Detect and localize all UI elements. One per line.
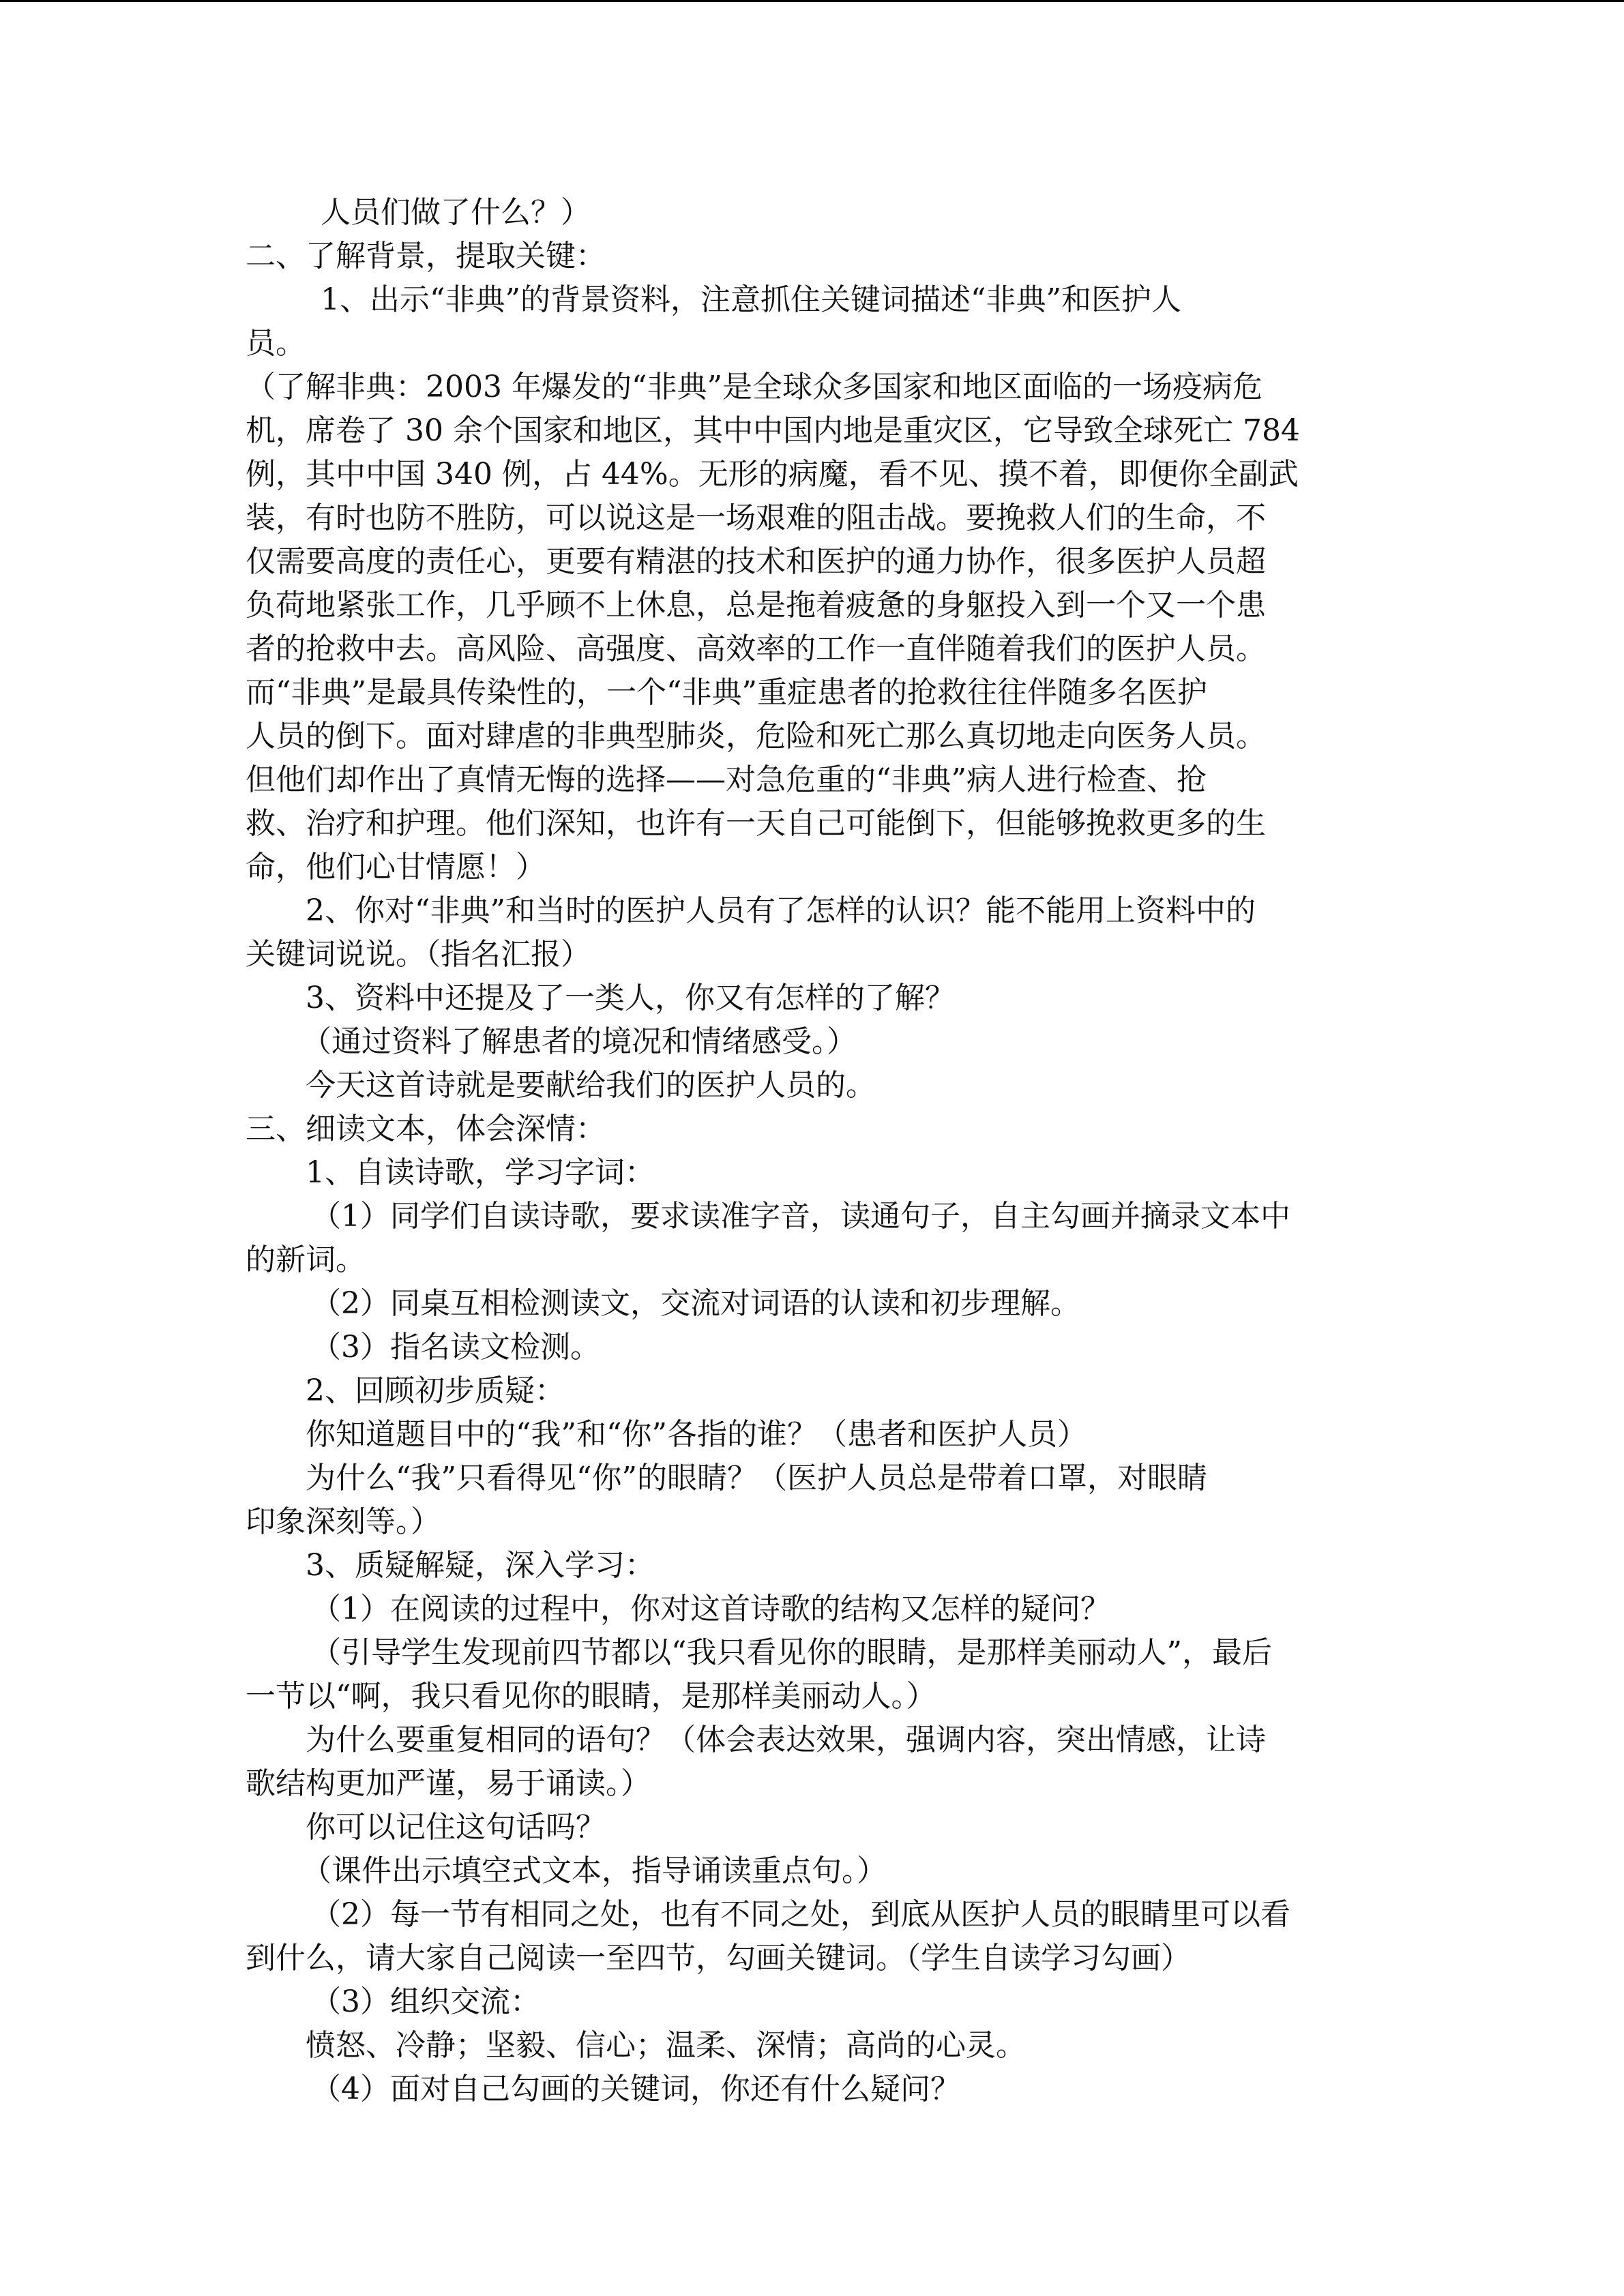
- text-line: （2）每一节有相同之处，也有不同之处，到底从医护人员的眼睛里可以看: [311, 1897, 1290, 1932]
- text-line: （2）同桌互相检测读文，交流对词语的认读和初步理解。: [311, 1286, 1080, 1321]
- text-line: 1、自读诗歌，学习字词：: [306, 1155, 655, 1190]
- text-line: （3）组织交流：: [311, 1984, 540, 2019]
- background-paragraph-line: 负荷地紧张工作，几乎顾不上休息，总是拖着疲惫的身躯投入到一个又一个患: [246, 588, 1266, 623]
- text-line: （3）指名读文检测。: [311, 1330, 600, 1365]
- background-paragraph-line: 例，其中中国 340 例，占 44%。无形的病魔，看不见、摸不着，即便你全副武: [246, 457, 1299, 492]
- background-paragraph-line: 者的抢救中去。高风险、高强度、高效率的工作一直伴随着我们的医护人员。: [246, 631, 1266, 666]
- section-heading: 三、细读文本，体会深情：: [246, 1112, 606, 1146]
- text-line: 歌结构更加严谨，易于诵读。）: [246, 1766, 651, 1801]
- text-line: （课件出示填空式文本，指导诵读重点句。）: [301, 1853, 887, 1888]
- text-line: 你可以记住这句话吗？: [306, 1810, 606, 1845]
- text-line: 你知道题目中的“我”和“你”各指的谁？（患者和医护人员）: [306, 1417, 1087, 1452]
- text-line: （引导学生发现前四节都以“我只看见你的眼睛，是那样美丽动人”，最后: [311, 1635, 1272, 1670]
- background-paragraph-line: 救、治疗和护理。他们深知，也许有一天自己可能倒下，但能够挽救更多的生: [246, 806, 1266, 841]
- text-line: 到什么，请大家自己阅读一至四节，勾画关键词。（学生自读学习勾画）: [246, 1941, 1191, 1976]
- text-line: 3、质疑解疑，深入学习：: [306, 1548, 655, 1583]
- background-paragraph-line: 装，有时也防不胜防，可以说这是一场艰难的阻击战。要挽救人们的生命，不: [246, 501, 1266, 535]
- text-line: 印象深刻等。）: [246, 1504, 441, 1539]
- text-line: 愤怒、冷静；坚毅、信心；温柔、深情；高尚的心灵。: [306, 2028, 1026, 2063]
- background-paragraph-line: 仅需要高度的责任心，更要有精湛的技术和医护的通力协作，很多医护人员超: [246, 544, 1266, 579]
- background-paragraph-line: 人员的倒下。面对肆虐的非典型肺炎，危险和死亡那么真切地走向医务人员。: [246, 719, 1266, 754]
- background-paragraph-line: 而“非典”是最具传染性的，一个“非典”重症患者的抢救往往伴随多名医护: [246, 675, 1207, 710]
- text-line: 的新词。: [246, 1242, 366, 1277]
- text-line: 今天这首诗就是要献给我们的医护人员的。: [306, 1068, 876, 1103]
- text-line: 人员们做了什么？）: [321, 195, 591, 230]
- background-paragraph-line: 命，他们心甘情愿！）: [246, 850, 546, 884]
- page-top-border: [0, 0, 1624, 2]
- text-line: （1）在阅读的过程中，你对这首诗歌的结构又怎样的疑问？: [311, 1592, 1110, 1626]
- text-line: 2、回顾初步质疑：: [306, 1373, 565, 1408]
- text-line: （1）同学们自读诗歌，要求读准字音，读通句子，自主勾画并摘录文本中: [311, 1199, 1290, 1234]
- text-line: （4）面对自己勾画的关键词，你还有什么疑问？: [311, 2072, 960, 2106]
- text-line: 2、你对“非典”和当时的医护人员有了怎样的认识？能不能用上资料中的: [306, 893, 1256, 928]
- text-line: 3、资料中还提及了一类人，你又有怎样的了解？: [306, 981, 955, 1015]
- text-line: 关键词说说。（指名汇报）: [246, 937, 591, 972]
- text-line: 为什么要重复相同的语句？（体会表达效果，强调内容，突出情感，让诗: [306, 1723, 1266, 1757]
- background-paragraph-line: 但他们却作出了真情无悔的选择——对急危重的“非典”病人进行检查、抢: [246, 762, 1207, 797]
- background-paragraph-line: （了解非典：2003 年爆发的“非典”是全球众多国家和地区面临的一场疫病危: [246, 370, 1263, 404]
- text-line: （通过资料了解患者的境况和情绪感受。）: [301, 1024, 857, 1059]
- section-heading: 二、了解背景，提取关键：: [246, 239, 606, 273]
- text-line: 员。: [246, 326, 306, 361]
- text-line: 为什么“我”只看得见“你”的眼睛？（医护人员总是带着口罩，对眼睛: [306, 1461, 1207, 1495]
- document-body: [246, 191, 1378, 2111]
- text-line: 一节以“啊，我只看见你的眼睛，是那样美丽动人。）: [246, 1679, 936, 1714]
- background-paragraph-line: 机，席卷了 30 余个国家和地区，其中中国内地是重灾区，它导致全球死亡 784: [246, 413, 1300, 448]
- text-line: 1、出示“非典”的背景资料，注意抓住关键词描述“非典”和医护人: [321, 282, 1181, 317]
